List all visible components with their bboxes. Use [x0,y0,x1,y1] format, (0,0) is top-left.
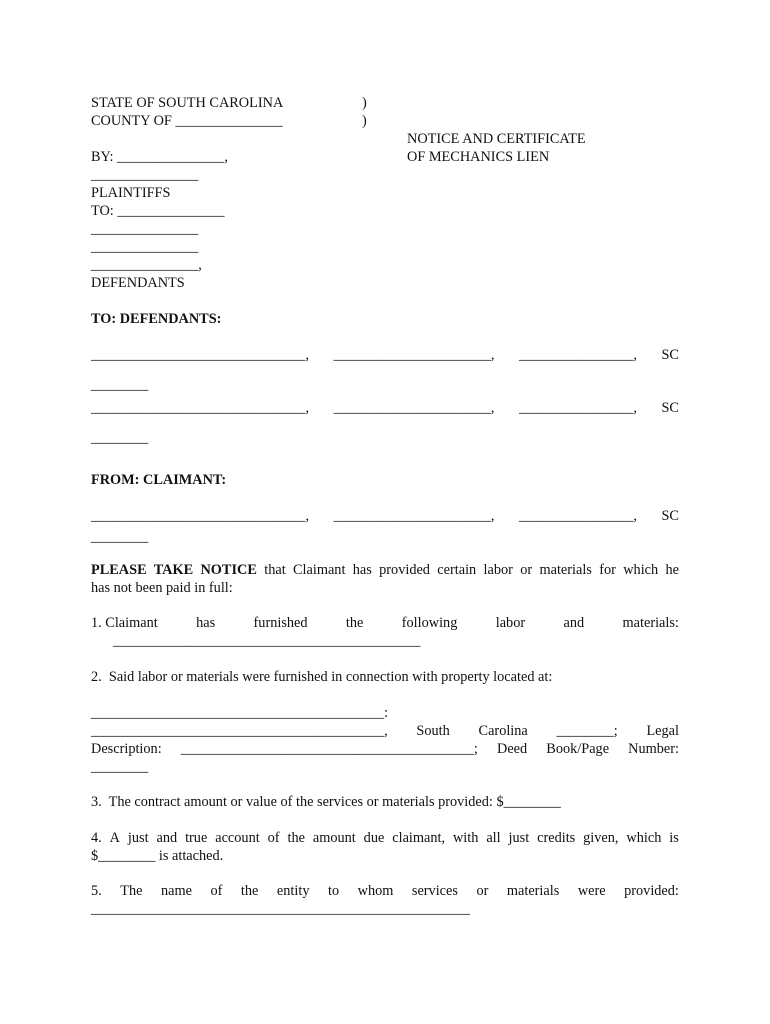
word: provided: [624,883,679,899]
word: Legal [646,723,679,739]
item5-line [91,882,679,900]
item2-line3 [91,740,679,758]
address-name-blank: ______________________________, [91,508,310,524]
word: services [411,883,458,899]
address-name-blank: ______________________________, [91,347,310,363]
word: given, [583,830,619,846]
word: and [156,830,178,846]
address-zip-blank: ________ [91,529,149,545]
word: has [196,615,216,631]
item5-blank: _____________________________________________________ [91,901,470,917]
document-title-line1: NOTICE AND CERTIFICATE [407,131,586,147]
address-zip-blank: ________ [91,377,149,393]
word: were [577,883,606,899]
item3-text: 3. The contract amount or value of the services or materials provided: $________ [91,794,561,810]
address-street-blank: ______________________, [333,400,495,416]
item4-line2: $________ is attached. [91,848,224,864]
word: just [508,830,530,846]
plaintiff-blank: _______________ [91,167,199,183]
plaintiffs-label: PLAINTIFFS [91,185,171,201]
word: labor [495,615,526,631]
word: 4. [91,830,102,846]
address-street-blank: ______________________, [333,508,495,524]
defendant-address-row [91,399,679,417]
word: South [416,723,450,739]
notice-lead: PLEASE TAKE NOTICE [91,562,257,578]
address-city-blank: ________________, [518,508,637,524]
item2-line2 [91,722,679,740]
item2-address-blank: _________________________________________: [91,705,389,721]
word: The [120,883,143,899]
address-state: SC [661,347,679,363]
word: whom [357,883,394,899]
notice-line1 [91,561,679,579]
to-defendants-heading: TO: DEFENDANTS: [91,311,222,327]
address-zip-blank: ________ [91,430,149,446]
caption-paren: ) [362,113,367,129]
word: the [345,615,364,631]
word: entity [276,883,310,899]
defendant-address-row [91,346,679,364]
claimant-address-row [91,507,679,525]
defendant-blank: _______________, [91,257,202,273]
word: A [109,830,120,846]
word: the [240,883,259,899]
word: true [185,830,208,846]
word: furnished [253,615,308,631]
defendant-blank: _______________ [91,239,199,255]
word: 1. Claimant [91,615,158,631]
word: the [287,830,305,846]
item2-text: 2. Said labor or materials were furnished in connection with property located at: [91,669,553,685]
item1-line [91,614,679,632]
word: just [127,830,149,846]
county-caption: COUNTY OF _______________ [91,113,283,129]
word: claimant, [392,830,446,846]
word: Carolina [478,723,528,739]
word: ________; [556,723,618,739]
notice-paragraph [91,561,679,597]
address-state: SC [661,508,679,524]
notice-line2: has not been paid in full: [91,580,233,596]
word: is [669,830,679,846]
word: _________________________________________, [91,723,388,739]
word: with [452,830,479,846]
word: materials [506,883,560,899]
address-street-blank: ______________________, [333,347,495,363]
word: to [327,883,340,899]
word: of [210,883,223,899]
word: Deed [497,741,528,757]
from-claimant-heading: FROM: CLAIMANT: [91,472,227,488]
word: and [563,615,585,631]
word: following [401,615,458,631]
address-name-blank: ______________________________, [91,400,310,416]
word: of [267,830,280,846]
word: name [161,883,192,899]
word: Number: [628,741,679,757]
word: _________________________________________; [180,741,478,757]
word: credits [537,830,576,846]
document-title-line2: OF MECHANICS LIEN [407,149,550,165]
word: materials: [622,615,679,631]
word: or [476,883,489,899]
notice-text: that Claimant has provided certain labor or materials for which he [256,562,679,578]
word: amount [312,830,356,846]
word: all [486,830,501,846]
word: due [363,830,385,846]
by-line: BY: _______________, [91,149,228,165]
word: 5. [91,883,102,899]
address-city-blank: ________________, [518,347,637,363]
defendant-blank: _______________ [91,221,199,237]
word: which [626,830,662,846]
word: account [215,830,260,846]
item1-blank: ___________________________________________ [113,633,421,649]
word: Description: [91,741,162,757]
address-city-blank: ________________, [518,400,637,416]
word: Book/Page [546,741,610,757]
state-caption: STATE OF SOUTH CAROLINA [91,95,284,111]
address-state: SC [661,400,679,416]
caption-paren: ) [362,95,367,111]
item4-line [91,829,679,847]
defendants-label: DEFENDANTS [91,275,185,291]
item2-number-blank: ________ [91,759,149,775]
to-line: TO: _______________ [91,203,225,219]
